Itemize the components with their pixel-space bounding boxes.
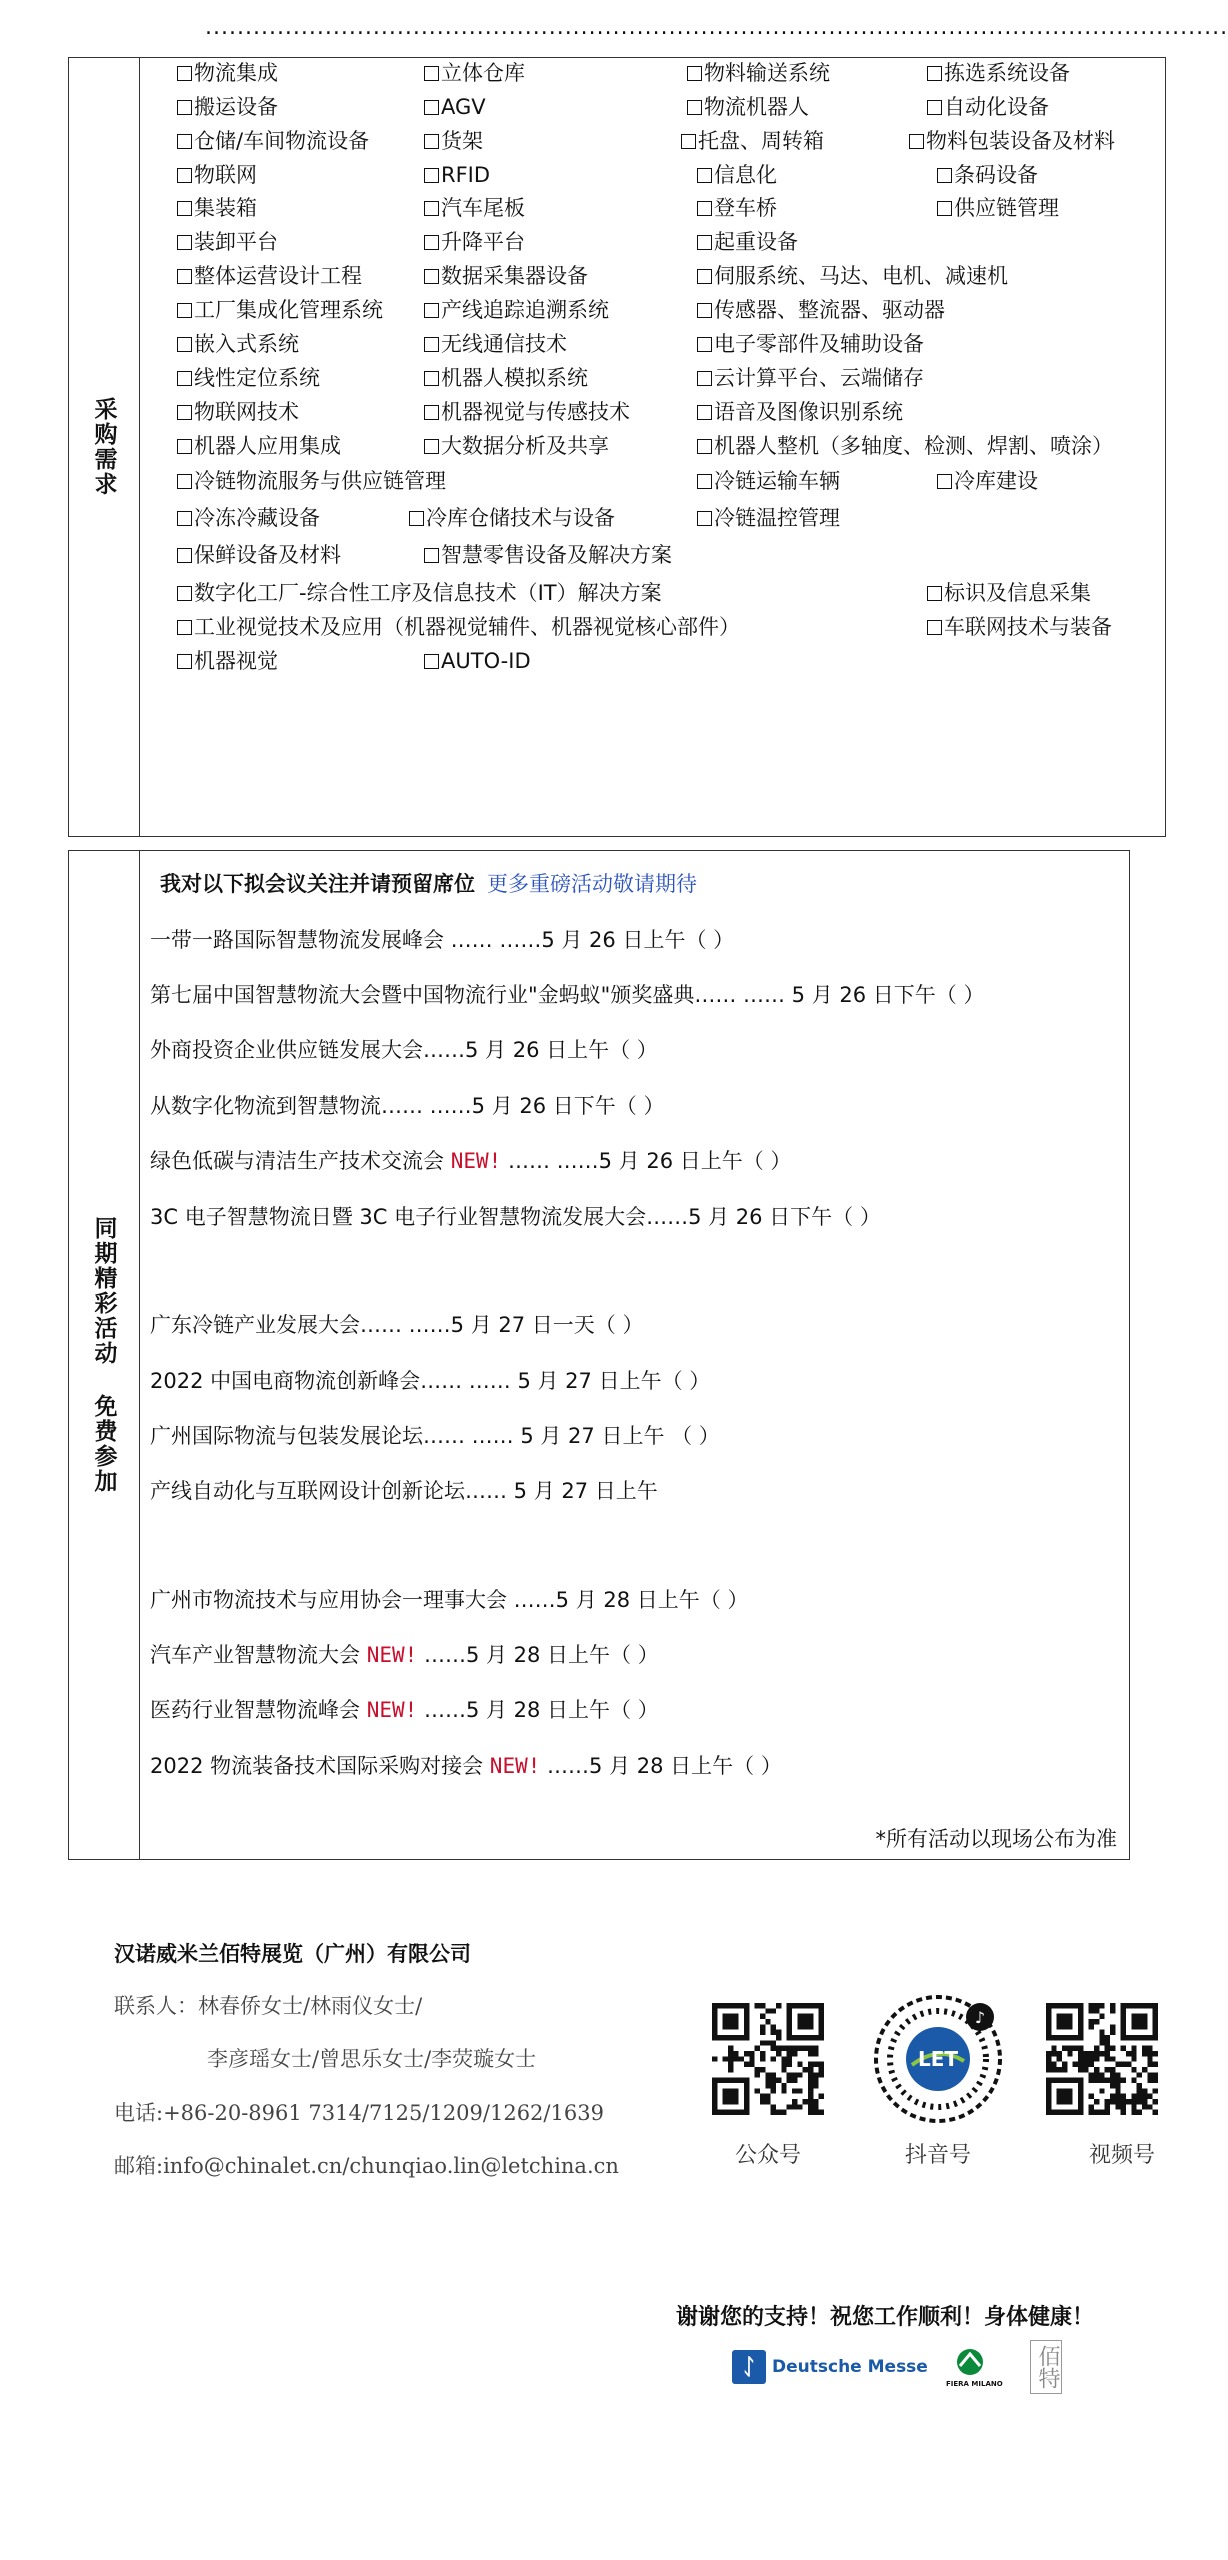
company-name: 汉诺威米兰佰特展览（广州）有限公司 — [114, 1942, 471, 1966]
contact-people-2: 李彦瑶女士/曾思乐女士/李荧璇女士 — [207, 2047, 537, 2071]
procurement-option[interactable] — [424, 433, 609, 459]
checkbox[interactable] — [697, 371, 712, 386]
procurement-side-label: 采购需求 — [69, 58, 140, 836]
option-label: 冷库建设 — [954, 469, 1038, 493]
procurement-option[interactable] — [177, 263, 362, 289]
procurement-option[interactable] — [177, 468, 446, 494]
procurement-option[interactable] — [177, 648, 278, 674]
procurement-option[interactable] — [927, 94, 1049, 120]
procurement-option[interactable] — [697, 331, 924, 357]
checkbox[interactable] — [687, 100, 702, 115]
procurement-option[interactable] — [177, 365, 320, 391]
contact-email: 邮箱:info@chinalet.cn/chunqiao.lin@letchina.cn — [114, 2154, 619, 2178]
checkbox[interactable] — [424, 66, 439, 81]
checkbox[interactable] — [424, 654, 439, 669]
option-label: 冷链物流服务与供应链管理 — [194, 469, 446, 493]
option-label: 传感器、整流器、驱动器 — [714, 298, 945, 322]
procurement-option[interactable] — [424, 229, 525, 255]
qr-label-wechat: 公众号 — [734, 2143, 801, 2168]
option-label: 升降平台 — [441, 230, 525, 254]
checkbox[interactable] — [687, 66, 702, 81]
checkbox[interactable] — [681, 134, 696, 149]
event-item[interactable] — [150, 1752, 782, 1780]
checkbox[interactable] — [927, 586, 942, 601]
option-label: 云计算平台、云端储存 — [714, 366, 924, 390]
event-text-date: ……5 月 28 日上午（ ） — [417, 1698, 659, 1722]
checkbox[interactable] — [424, 548, 439, 563]
procurement-option[interactable] — [937, 162, 1038, 188]
option-label: RFID — [441, 163, 491, 187]
checkbox[interactable] — [697, 269, 712, 284]
procurement-option[interactable] — [424, 128, 483, 154]
option-label: 物料输送系统 — [704, 61, 830, 85]
procurement-option[interactable] — [177, 162, 257, 188]
checkbox[interactable] — [409, 511, 424, 526]
procurement-option[interactable] — [937, 468, 1038, 494]
option-label: 数字化工厂-综合性工序及信息技术（IT）解决方案 — [194, 581, 662, 605]
option-label: 立体仓库 — [441, 61, 525, 85]
procurement-option[interactable] — [424, 297, 609, 323]
procurement-option[interactable] — [424, 542, 672, 568]
event-text: 广东冷链产业发展大会…… ……5 月 27 日一天（ ） — [150, 1313, 644, 1337]
checkbox[interactable] — [177, 134, 192, 149]
event-item[interactable] — [150, 1311, 643, 1339]
checkbox[interactable] — [177, 654, 192, 669]
checkbox[interactable] — [177, 303, 192, 318]
checkbox[interactable] — [697, 337, 712, 352]
deutsche-messe-logo: ᛇ Deutsche Messe — [732, 2348, 928, 2386]
option-label: 拣选系统设备 — [944, 61, 1070, 85]
checkbox[interactable] — [177, 511, 192, 526]
procurement-option[interactable] — [697, 433, 1113, 459]
option-label: 产线追踪追溯系统 — [441, 298, 609, 322]
event-item[interactable] — [150, 926, 734, 954]
event-text-date: ……5 月 28 日上午（ ） — [540, 1754, 782, 1778]
procurement-option[interactable] — [937, 195, 1059, 221]
checkbox[interactable] — [177, 100, 192, 115]
checkbox[interactable] — [937, 168, 952, 183]
option-label: 自动化设备 — [944, 95, 1049, 119]
option-label: 机器视觉 — [194, 649, 278, 673]
procurement-option[interactable] — [424, 365, 588, 391]
procurement-option[interactable] — [424, 162, 490, 188]
option-label: 智慧零售设备及解决方案 — [441, 543, 672, 567]
event-item[interactable] — [150, 1036, 658, 1064]
option-label: 语音及图像识别系统 — [714, 400, 903, 424]
event-text: 2022 中国电商物流创新峰会…… …… 5 月 27 日上午（ ） — [150, 1369, 711, 1393]
checkbox[interactable] — [424, 201, 439, 216]
option-label: 托盘、周转箱 — [698, 129, 824, 153]
new-badge: NEW! — [366, 1698, 418, 1722]
procurement-option[interactable] — [177, 542, 341, 568]
option-label: AUTO-ID — [441, 649, 531, 673]
procurement-option[interactable] — [697, 468, 840, 494]
fiera-milano-icon — [954, 2348, 986, 2376]
option-label: 嵌入式系统 — [194, 332, 299, 356]
event-item[interactable] — [150, 1477, 658, 1505]
event-item[interactable] — [150, 981, 984, 1009]
procurement-option[interactable] — [424, 94, 486, 120]
checkbox[interactable] — [177, 269, 192, 284]
events-note: *所有活动以现场公布为准 — [875, 1827, 1117, 1851]
procurement-option[interactable] — [424, 60, 525, 86]
qr-label-video: 视频号 — [1088, 2143, 1155, 2168]
checkbox[interactable] — [177, 474, 192, 489]
checkbox[interactable] — [424, 439, 439, 454]
event-text: 产线自动化与互联网设计创新论坛…… 5 月 27 日上午 — [150, 1479, 658, 1503]
checkbox[interactable] — [424, 168, 439, 183]
douyin-center-text: LET — [917, 2047, 959, 2071]
procurement-option[interactable] — [177, 94, 278, 120]
contact-phone: 电话:+86-20-8961 7314/7125/1209/1262/1639 — [114, 2101, 604, 2125]
events-more-link[interactable]: 更多重磅活动敬请期待 — [487, 872, 697, 896]
checkbox[interactable] — [909, 134, 924, 149]
option-label: 冷冻冷藏设备 — [194, 506, 320, 530]
option-label: 机器视觉与传感技术 — [441, 400, 630, 424]
option-label: 无线通信技术 — [441, 332, 567, 356]
event-item[interactable] — [150, 1696, 659, 1724]
option-label: 仓储/车间物流设备 — [194, 129, 370, 153]
option-label: 工厂集成化管理系统 — [194, 298, 383, 322]
procurement-option[interactable] — [177, 433, 341, 459]
top-dotted-line: ................................................................................................................................ — [205, 15, 1228, 40]
checkbox[interactable] — [424, 405, 439, 420]
option-label: 物流集成 — [194, 61, 278, 85]
checkbox[interactable] — [177, 405, 192, 420]
checkbox[interactable] — [927, 620, 942, 635]
option-label: AGV — [441, 95, 486, 119]
event-item[interactable] — [150, 1092, 664, 1120]
option-label: 起重设备 — [714, 230, 798, 254]
checkbox[interactable] — [424, 134, 439, 149]
event-item[interactable] — [150, 1586, 748, 1614]
option-label: 机器人模拟系统 — [441, 366, 588, 390]
option-label: 冷链温控管理 — [714, 506, 840, 530]
option-label: 搬运设备 — [194, 95, 278, 119]
event-text: 汽车产业智慧物流大会 — [150, 1643, 367, 1667]
procurement-option[interactable] — [177, 505, 320, 531]
svg-text:♪: ♪ — [974, 2008, 986, 2027]
checkbox[interactable] — [424, 371, 439, 386]
new-badge: NEW! — [450, 1149, 502, 1173]
event-text-date: ……5 月 28 日上午（ ） — [417, 1643, 659, 1667]
checkbox[interactable] — [424, 235, 439, 250]
option-label: 整体运营设计工程 — [194, 264, 362, 288]
checkbox[interactable] — [424, 303, 439, 318]
checkbox[interactable] — [937, 201, 952, 216]
procurement-option[interactable] — [697, 229, 798, 255]
fiera-milano-logo: FIERA MILANO — [946, 2348, 994, 2388]
checkbox[interactable] — [177, 548, 192, 563]
checkbox[interactable] — [697, 439, 712, 454]
option-label: 保鲜设备及材料 — [194, 543, 341, 567]
checkbox[interactable] — [937, 474, 952, 489]
option-label: 装卸平台 — [194, 230, 278, 254]
qr-label-douyin: 抖音号 — [904, 2143, 971, 2168]
wechat-qr-icon[interactable] — [712, 2003, 824, 2115]
option-label: 集装箱 — [194, 196, 257, 220]
option-label: 伺服系统、马达、电机、减速机 — [714, 264, 1008, 288]
option-label: 线性定位系统 — [194, 366, 320, 390]
procurement-option[interactable] — [681, 128, 824, 154]
checkbox[interactable] — [697, 201, 712, 216]
events-side-label: 同期精彩活动 免费参加 — [69, 851, 140, 1859]
procurement-option[interactable] — [424, 399, 630, 425]
option-label: 冷库仓储技术与设备 — [426, 506, 615, 530]
event-item[interactable] — [150, 1147, 791, 1175]
event-text: 广州国际物流与包装发展论坛…… …… 5 月 27 日上午 （ ） — [150, 1424, 720, 1448]
deutsche-messe-icon: ᛇ — [732, 2350, 766, 2384]
procurement-option[interactable] — [927, 614, 1112, 640]
option-label: 数据采集器设备 — [441, 264, 588, 288]
procurement-option[interactable] — [424, 331, 567, 357]
option-label: 物流机器人 — [704, 95, 809, 119]
option-label: 物联网技术 — [194, 400, 299, 424]
checkbox[interactable] — [697, 511, 712, 526]
checkbox[interactable] — [697, 168, 712, 183]
procurement-option[interactable] — [177, 60, 278, 86]
procurement-option[interactable] — [409, 505, 615, 531]
procurement-option[interactable] — [177, 195, 257, 221]
procurement-option[interactable] — [177, 614, 740, 640]
event-text-date: …… ……5 月 26 日上午（ ） — [501, 1149, 792, 1173]
event-text: 3C 电子智慧物流日暨 3C 电子行业智慧物流发展大会……5 月 26 日下午（ ） — [150, 1205, 881, 1229]
procurement-option[interactable] — [697, 505, 840, 531]
procurement-option[interactable] — [177, 399, 299, 425]
checkbox[interactable] — [697, 303, 712, 318]
procurement-option[interactable] — [697, 162, 777, 188]
event-text: 一带一路国际智慧物流发展峰会 …… ……5 月 26 日上午（ ） — [150, 928, 735, 952]
option-label: 供应链管理 — [954, 196, 1059, 220]
checkbox[interactable] — [927, 100, 942, 115]
checkbox[interactable] — [697, 405, 712, 420]
event-text: 2022 物流装备技术国际采购对接会 — [150, 1754, 490, 1778]
event-item[interactable] — [150, 1203, 881, 1231]
checkbox[interactable] — [177, 201, 192, 216]
option-label: 条码设备 — [954, 163, 1038, 187]
checkbox[interactable] — [697, 235, 712, 250]
event-text: 广州市物流技术与应用协会一理事大会 ……5 月 28 日上午（ ） — [150, 1588, 749, 1612]
option-label: 物联网 — [194, 163, 257, 187]
option-label: 车联网技术与装备 — [944, 615, 1112, 639]
procurement-option[interactable] — [177, 580, 662, 606]
checkbox[interactable] — [177, 439, 192, 454]
procurement-option[interactable] — [697, 263, 1008, 289]
seal-logo: 佰特 — [1030, 2340, 1062, 2394]
procurement-option[interactable] — [424, 263, 588, 289]
option-label: 机器人应用集成 — [194, 434, 341, 458]
event-item[interactable] — [150, 1367, 710, 1395]
checkbox[interactable] — [177, 620, 192, 635]
checkbox[interactable] — [697, 474, 712, 489]
checkbox[interactable] — [177, 371, 192, 386]
checkbox[interactable] — [177, 66, 192, 81]
procurement-option[interactable] — [177, 128, 369, 154]
checkbox[interactable] — [424, 337, 439, 352]
thanks-message: 谢谢您的支持！祝您工作顺利！身体健康！ — [676, 2305, 1095, 2330]
event-text: 医药行业智慧物流峰会 — [150, 1698, 367, 1722]
events-header: 我对以下拟会议关注并请预留席位 更多重磅活动敬请期待 — [160, 872, 697, 896]
option-label: 电子零部件及辅助设备 — [714, 332, 924, 356]
procurement-option[interactable] — [927, 580, 1091, 606]
procurement-option[interactable] — [927, 60, 1070, 86]
douyin-qr-icon[interactable] — [872, 1993, 1004, 2125]
new-badge: NEW! — [489, 1754, 541, 1778]
checkbox[interactable] — [177, 337, 192, 352]
procurement-option[interactable] — [424, 648, 531, 674]
procurement-option[interactable] — [424, 195, 525, 221]
contact-people-1: 联系人：林春侨女士/林雨仪女士/ — [114, 1994, 423, 2018]
checkbox[interactable] — [177, 168, 192, 183]
option-label: 物料包装设备及材料 — [926, 129, 1115, 153]
option-label: 登车桥 — [714, 196, 777, 220]
option-label: 汽车尾板 — [441, 196, 525, 220]
event-text: 绿色低碳与清洁生产技术交流会 — [150, 1149, 451, 1173]
video-channel-qr-icon[interactable] — [1046, 2003, 1158, 2115]
checkbox[interactable] — [927, 66, 942, 81]
checkbox[interactable] — [424, 269, 439, 284]
event-text: 外商投资企业供应链发展大会……5 月 26 日上午（ ） — [150, 1038, 658, 1062]
procurement-option[interactable] — [697, 297, 945, 323]
checkbox[interactable] — [424, 100, 439, 115]
event-item[interactable] — [150, 1641, 659, 1669]
procurement-option[interactable] — [687, 60, 830, 86]
checkbox[interactable] — [177, 235, 192, 250]
event-item[interactable] — [150, 1422, 720, 1450]
event-text: 第七届中国智慧物流大会暨中国物流行业"金蚂蚁"颁奖盛典…… …… 5 月 26 日下午（ ） — [150, 983, 985, 1007]
procurement-option[interactable] — [697, 365, 924, 391]
new-badge: NEW! — [366, 1643, 418, 1667]
option-label: 货架 — [441, 129, 483, 153]
option-label: 机器人整机（多轴度、检测、焊割、喷涂） — [714, 434, 1113, 458]
procurement-option[interactable] — [177, 229, 278, 255]
procurement-option[interactable] — [697, 399, 903, 425]
procurement-option[interactable] — [687, 94, 809, 120]
procurement-box — [68, 57, 1166, 837]
option-label: 信息化 — [714, 163, 777, 187]
option-label: 标识及信息采集 — [944, 581, 1091, 605]
option-label: 冷链运输车辆 — [714, 469, 840, 493]
procurement-option[interactable] — [697, 195, 777, 221]
option-label: 大数据分析及共享 — [441, 434, 609, 458]
option-label: 工业视觉技术及应用（机器视觉辅件、机器视觉核心部件） — [194, 615, 740, 639]
checkbox[interactable] — [177, 586, 192, 601]
event-text: 从数字化物流到智慧物流…… ……5 月 26 日下午（ ） — [150, 1094, 665, 1118]
procurement-option[interactable] — [177, 331, 299, 357]
procurement-option[interactable] — [909, 128, 1115, 154]
procurement-option[interactable] — [177, 297, 383, 323]
